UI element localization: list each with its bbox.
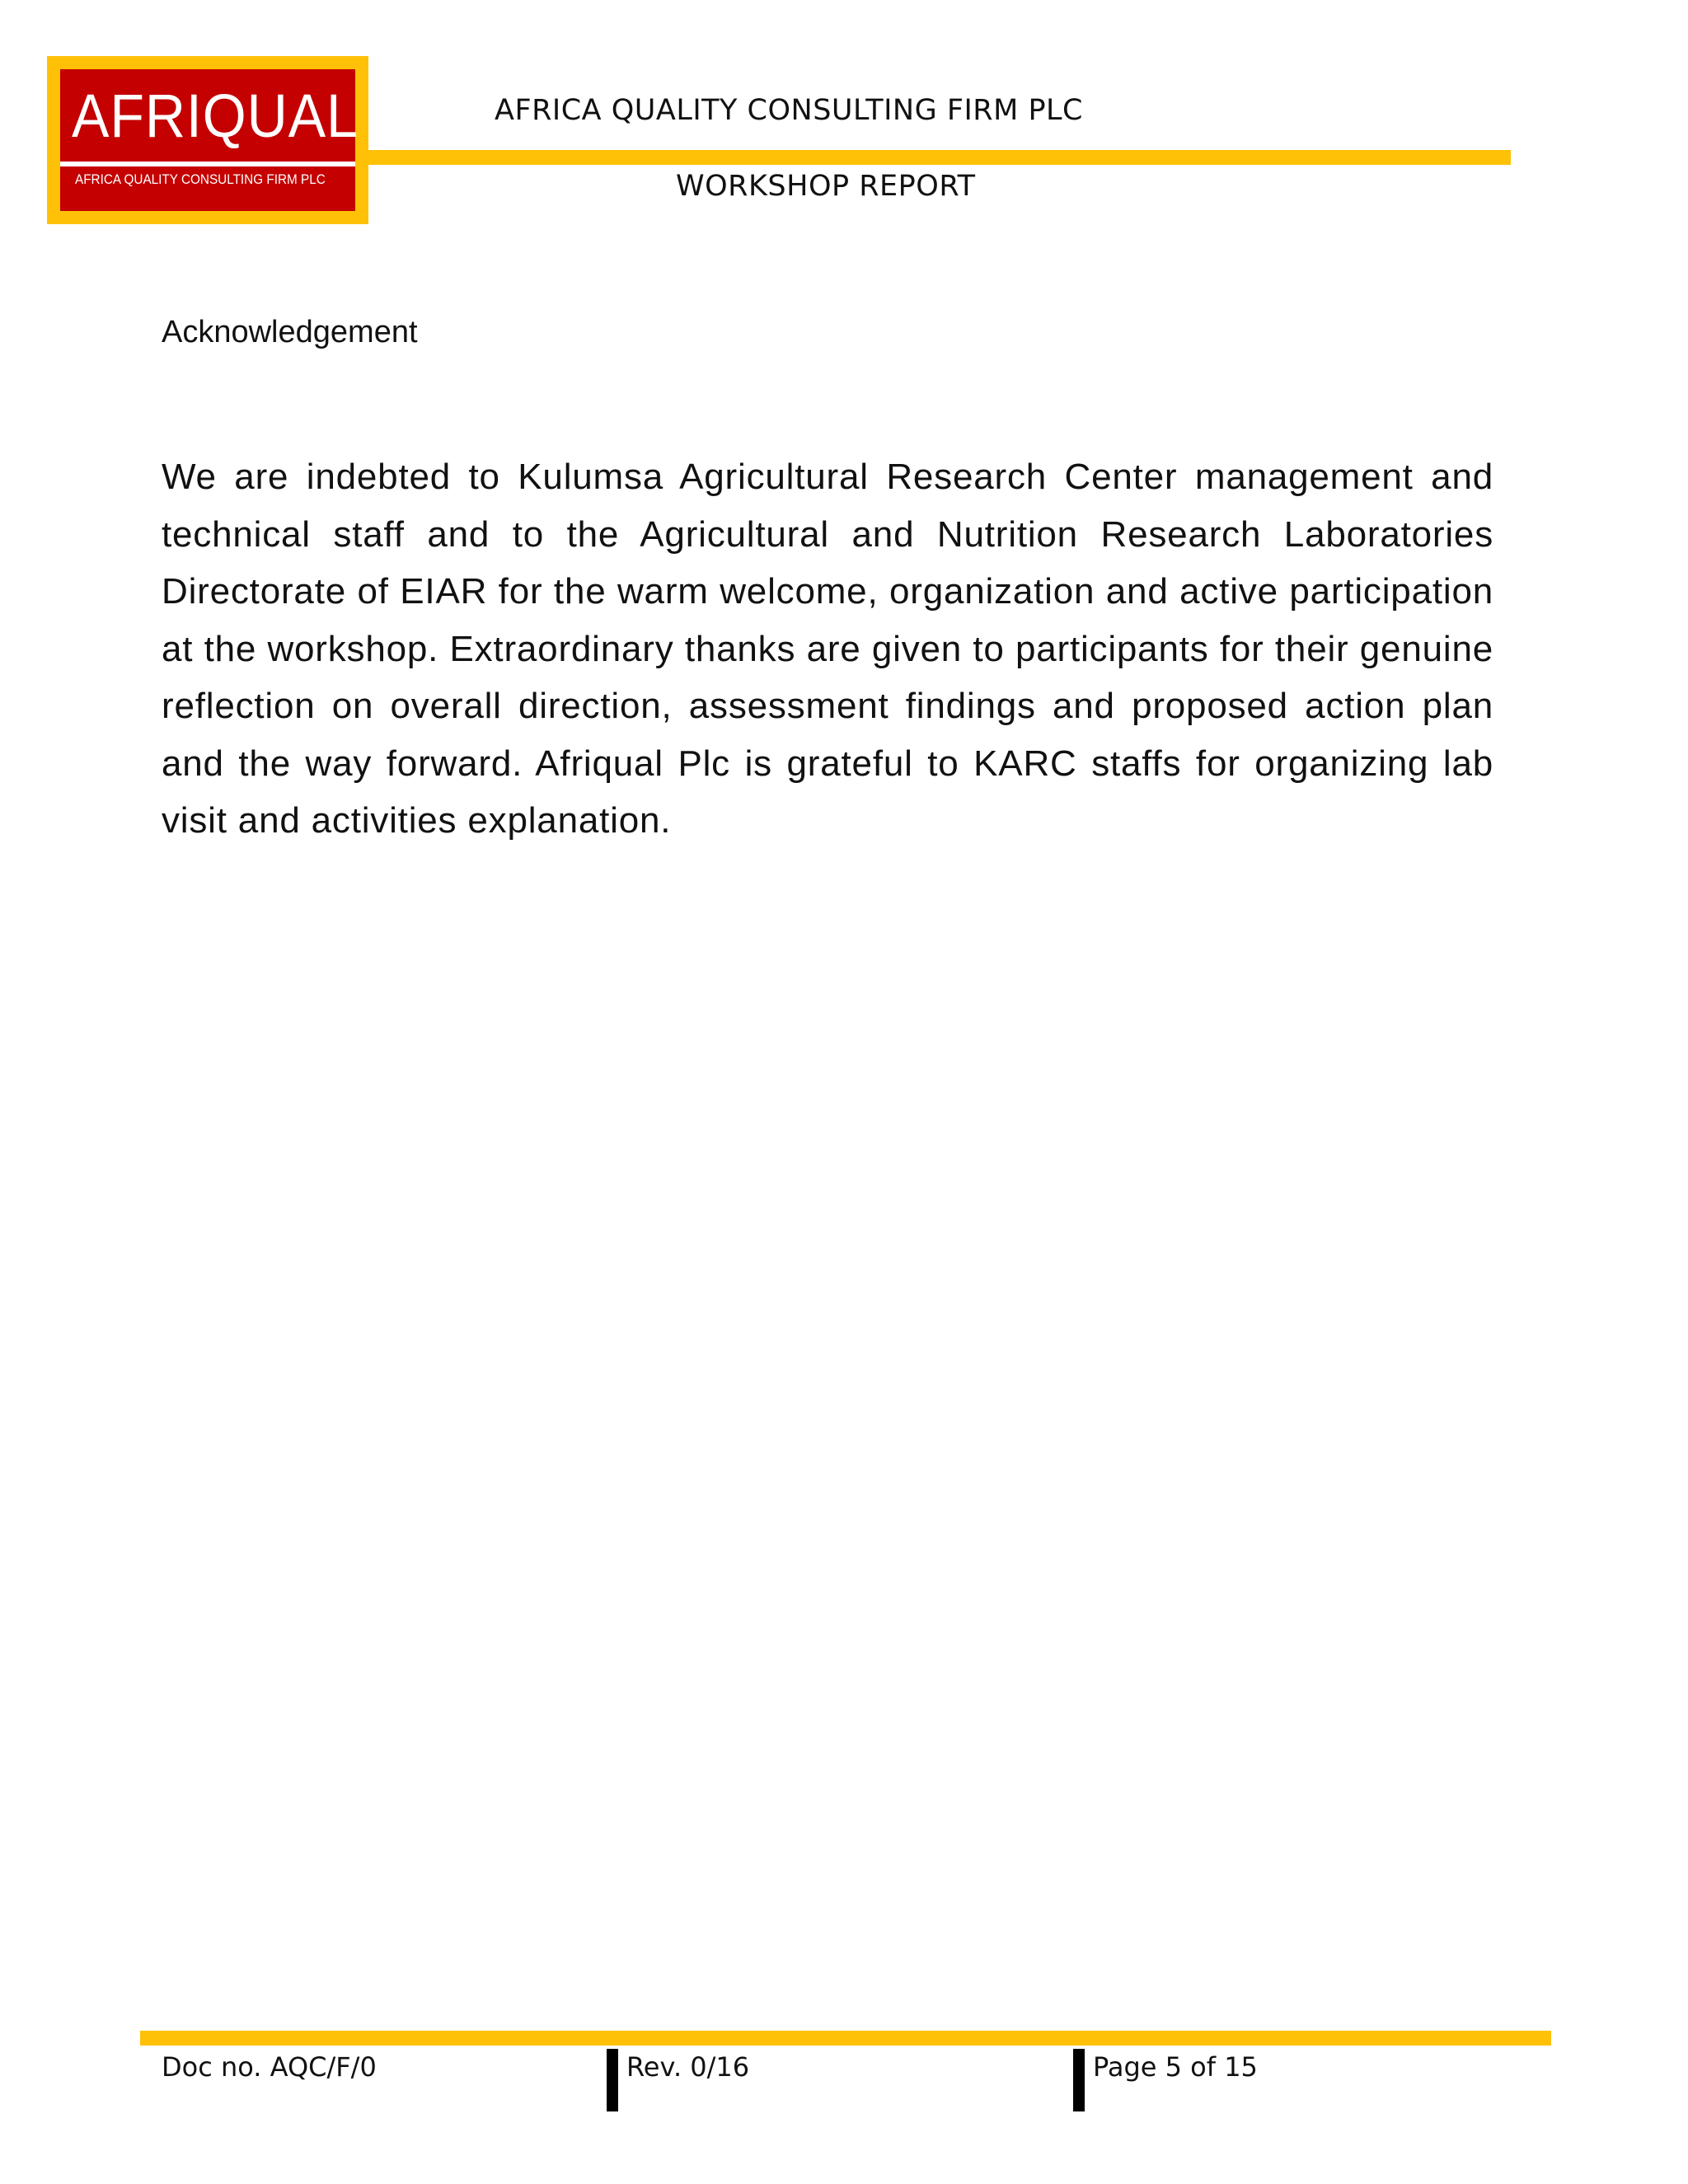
footer-rule (140, 2031, 1551, 2046)
section-heading: Acknowledgement (162, 315, 418, 349)
logo-red-panel (60, 69, 359, 211)
report-title: WORKSHOP REPORT (676, 170, 976, 203)
footer-separator (607, 2049, 618, 2111)
acknowledgement-paragraph: We are indebted to Kulumsa Agricultural Research Center management and technical staff and to the Agricultural and Nutrition Research Laboratories Directorate of EIAR for the warm welcome, organization and active participation at the workshop. Extraordinary thanks are given to participants for their genuine reflection on overall direction, assessment findings and proposed action plan and the way forward. Afriqual Plc is grateful to KARC staffs for organizing lab visit and activities explanation. (162, 457, 1493, 841)
header-rule (368, 150, 1511, 165)
footer-separator (1073, 2049, 1085, 2111)
logo-wordmark: AFRIQUAL (72, 82, 359, 150)
footer-doc-number: Doc no. AQC/F/0 (162, 2051, 377, 2083)
logo-tagline: AFRICA QUALITY CONSULTING FIRM PLC (75, 171, 326, 187)
footer-revision: Rev. 0/16 (626, 2051, 750, 2083)
afriqual-logo (47, 56, 368, 224)
footer-page-number: Page 5 of 15 (1093, 2051, 1258, 2083)
logo-divider (60, 162, 355, 166)
company-name: AFRICA QUALITY CONSULTING FIRM PLC (495, 94, 1083, 127)
